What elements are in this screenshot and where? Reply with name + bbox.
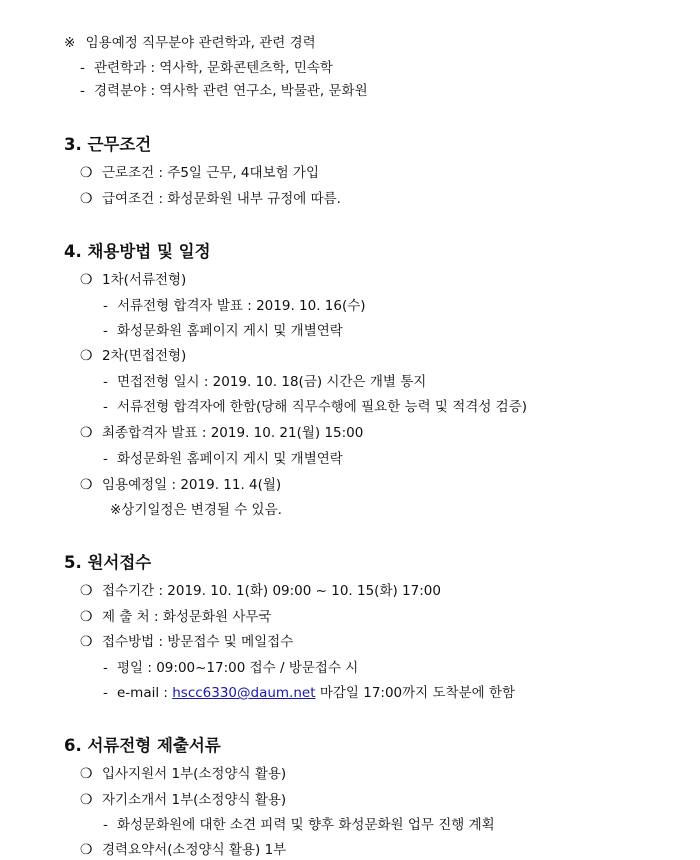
bullet-icon: ❍ — [80, 425, 93, 441]
application-method — [80, 632, 293, 652]
application-period — [80, 581, 441, 601]
stage-1-text: 1차(서류전형) — [102, 272, 187, 288]
section-5-heading: 5. 원서접수 — [64, 553, 152, 572]
bullet-icon: ❍ — [80, 272, 93, 288]
weekday-hours-text: 평일 : 09:00~17:00 접수 / 방문접수 시 — [117, 660, 359, 676]
bullet-icon: ❍ — [80, 477, 93, 493]
dash-marker: - — [103, 374, 108, 390]
dash-marker: - — [80, 60, 85, 76]
dash-marker: - — [103, 685, 108, 701]
stage-1-notice-text: 화성문화원 홈페이지 게시 및 개별연락 — [117, 323, 343, 339]
stage-2-eligibility-text: 서류전형 합격자에 한함(당해 직무수행에 필요한 능력 및 적격성 검증) — [117, 399, 528, 415]
bullet-icon: ❍ — [80, 842, 93, 858]
schedule-change-note: ※상기일정은 변경될 수 있음. — [110, 502, 282, 518]
bullet-icon: ❍ — [80, 583, 93, 599]
stage-1-sub-notice — [103, 321, 343, 341]
final-sub-notice — [103, 449, 343, 469]
email-suffix-text: 마감일 17:00까지 도착분에 한함 — [315, 685, 516, 701]
eligibility-career-text: 경력분야 : 역사학 관련 연구소, 박물관, 문화원 — [94, 83, 368, 99]
document-career-summary — [80, 840, 286, 860]
self-intro-sub-text: 화성문화원에 대한 소견 피력 및 향후 화성문화원 업무 진행 계획 — [117, 817, 495, 833]
appointment-date-text: 임용예정일 : 2019. 11. 4(월) — [102, 477, 282, 493]
stage-2-sub-eligibility — [103, 397, 527, 417]
section-6-heading: 6. 서류전형 제출서류 — [64, 736, 221, 755]
career-summary-text: 경력요약서(소정양식 활용) 1부 — [102, 842, 287, 858]
final-notice-text: 화성문화원 홈페이지 게시 및 개별연락 — [117, 451, 343, 467]
dash-marker: - — [80, 83, 85, 99]
self-intro-text: 자기소개서 1부(소정양식 활용) — [102, 792, 287, 808]
section-3-item-pay — [80, 189, 341, 209]
document-self-intro — [80, 790, 286, 810]
stage-1 — [80, 270, 186, 290]
application-method-text: 접수방법 : 방문접수 및 메일접수 — [102, 634, 294, 650]
bullet-icon: ❍ — [80, 634, 93, 650]
application-period-text: 접수기간 : 2019. 10. 1(화) 09:00 ~ 10. 15(화) 17:00 — [102, 583, 441, 599]
stage-2-text: 2차(면접전형) — [102, 348, 187, 364]
application-form-text: 입사지원서 1부(소정양식 활용) — [102, 766, 287, 782]
submission-place — [80, 607, 271, 627]
document-application-form — [80, 764, 286, 784]
bullet-icon: ❍ — [80, 348, 93, 364]
dash-marker: - — [103, 817, 108, 833]
stage-2-interview-text: 면접전형 일시 : 2019. 10. 18(금) 시간은 개별 통지 — [117, 374, 427, 390]
final-announcement — [80, 423, 363, 443]
dash-marker: - — [103, 298, 108, 314]
stage-1-sub-announcement — [103, 296, 366, 316]
bullet-icon: ❍ — [80, 191, 93, 207]
final-announcement-text: 최종합격자 발표 : 2019. 10. 21(월) 15:00 — [102, 425, 364, 441]
dash-marker: - — [103, 451, 108, 467]
method-sub-weekday — [103, 658, 358, 678]
bullet-icon: ❍ — [80, 766, 93, 782]
method-sub-email — [103, 683, 515, 703]
stage-1-announcement-text: 서류전형 합격자 발표 : 2019. 10. 16(수) — [117, 298, 366, 314]
email-link[interactable]: hscc6330@daum.net — [172, 685, 316, 701]
bullet-icon: ❍ — [80, 609, 93, 625]
eligibility-item-major — [80, 58, 333, 78]
email-prefix-text: e-mail : — [117, 685, 173, 701]
section-3-item-work — [80, 163, 319, 183]
appointment-date — [80, 475, 281, 495]
bullet-icon: ❍ — [80, 165, 93, 181]
dash-marker: - — [103, 323, 108, 339]
eligibility-major-text: 관련학과 : 역사학, 문화콘텐츠학, 민속학 — [94, 60, 333, 76]
submission-place-text: 제 출 처 : 화성문화원 사무국 — [102, 609, 272, 625]
eligibility-note-text: 임용예정 직무분야 관련학과, 관련 경력 — [85, 35, 316, 51]
work-condition-text: 근로조건 : 주5일 근무, 4대보험 가입 — [102, 165, 320, 181]
bullet-icon: ❍ — [80, 792, 93, 808]
eligibility-item-career — [80, 81, 368, 101]
pay-condition-text: 급여조건 : 화성문화원 내부 규정에 따름. — [102, 191, 341, 207]
stage-2-sub-interview — [103, 372, 426, 392]
section-4-heading: 4. 채용방법 및 일정 — [64, 242, 211, 261]
dash-marker: - — [103, 660, 108, 676]
eligibility-note — [64, 33, 316, 53]
reference-mark: ※ — [64, 35, 76, 51]
dash-marker: - — [103, 399, 108, 415]
self-intro-sub — [103, 815, 495, 835]
stage-2 — [80, 346, 186, 366]
section-3-heading: 3. 근무조건 — [64, 135, 152, 154]
